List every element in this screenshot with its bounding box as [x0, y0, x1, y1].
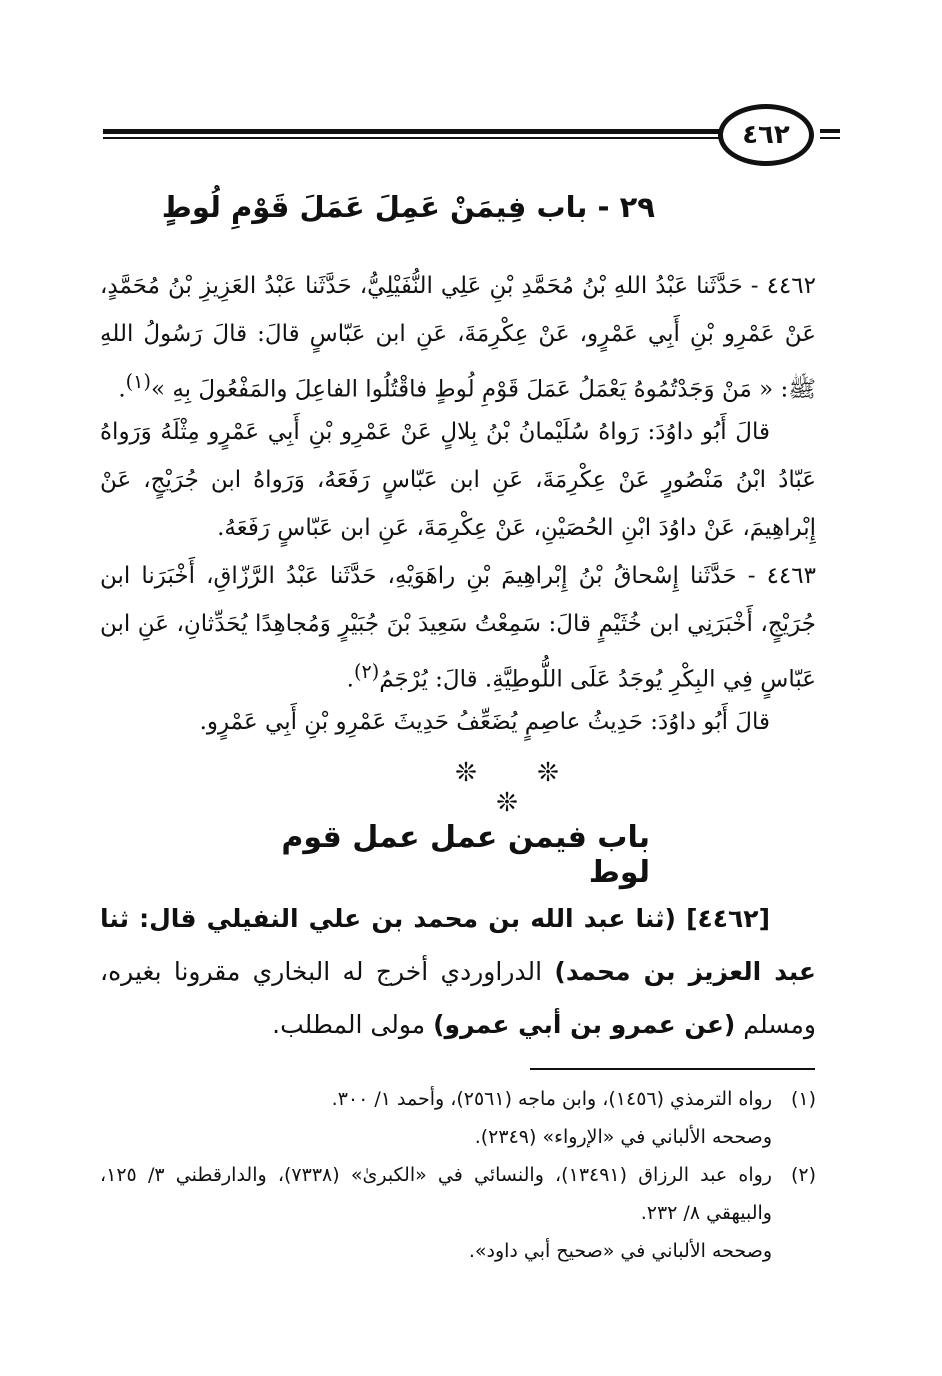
header-rule-thin [103, 137, 723, 139]
footnote-rule [530, 1068, 815, 1070]
hadith-4463-text: ٤٤٦٣ - حَدَّثَنا إِسْحاقُ بْنُ إِبْراهِيمَ بْنِ راهَوَيْهِ، حَدَّثَنا عَبْدُ الرَّزّاقِ، أَخْبَرَنا ابن جُرَيْجٍ، أَخْبَرَنِي ابن خُثَيْمٍ قالَ: سَمِعْتُ سَعِيدَ بْنَ جُبَيْرٍ وَمُجاهِدًا يُحَدِّثانِ، عَنِ ابن عَبّاسٍ فِي البِكْرِ يُوجَدُ عَلَى اللُّوطِيَّةِ. قالَ: يُرْجَمُ [100, 563, 816, 693]
commentary-title: باب فيمن عمل عمل قوم لوط [281, 820, 650, 890]
hadith-4462-text: ٤٤٦٢ - حَدَّثَنا عَبْدُ اللهِ بْنُ مُحَمَّدِ بْنِ عَلِي النُّفَيْلِيُّ، حَدَّثَنا عَبْدُ العَزِيزِ بْنُ مُحَمَّدٍ، عَنْ عَمْرِو بْنِ أَبِي عَمْرٍو، عَنْ عِكْرِمَةَ، عَنِ ابن عَبّاسٍ قالَ: قالَ رَسُولُ اللهِ ﷺ: « مَنْ وَجَدْتُمُوهُ يَعْمَلُ عَمَلَ قَوْمِ لُوطٍ فاقْتُلُوا الفاعِلَ والمَفْعُولَ بِهِ » [100, 273, 816, 403]
page-number: ٤٦٢ [718, 104, 814, 166]
footnotes [100, 1080, 816, 1270]
hadith-4463: ٤٤٦٣ - حَدَّثَنا إِسْحاقُ بْنُ إِبْراهِيمَ بْنِ راهَوَيْهِ، حَدَّثَنا عَبْدُ الرَّزّاقِ، أَخْبَرَنا ابن جُرَيْجٍ، أَخْبَرَنِي ابن خُثَيْمٍ قالَ: سَمِعْتُ سَعِيدَ بْنَ جُبَيْرٍ وَمُجاهِدًا يُحَدِّثانِ، عَنِ ابن عَبّاسٍ فِي البِكْرِ يُوجَدُ عَلَى اللُّوطِيَّةِ. قالَ: يُرْجَمُ$^{(٢)}$. [100, 563, 816, 693]
hadith-4462: ٤٤٦٢ - حَدَّثَنا عَبْدُ اللهِ بْنُ مُحَمَّدِ بْنِ عَلِي النُّفَيْلِيُّ، حَدَّثَنا عَبْدُ العَزِيزِ بْنُ مُحَمَّدٍ، عَنْ عَمْرِو بْنِ أَبِي عَمْرٍو، عَنْ عِكْرِمَةَ، عَنِ ابن عَبّاسٍ قالَ: قالَ رَسُولُ اللهِ ﷺ: « مَنْ وَجَدْتُمُوهُ يَعْمَلُ عَمَلَ قَوْمِ لُوطٍ فاقْتُلُوا الفاعِلَ والمَفْعُولَ بِهِ »$^{(١)}$. [100, 273, 816, 403]
footnote-2-line-1: رواه عبد الرزاق (١٣٤٩١)، والنسائي في «الكبرىٰ» (٧٣٣٨)، والدارقطني ٣/ ١٢٥، والبيهقي ٨/ ٢٣٢. [100, 1164, 772, 1224]
commentary-plain-1: الدراوردي أخرج له البخاري مقرونا بغيره، ومسلم [100, 957, 816, 1039]
footnote-1-line-2: وصححه الألباني في «الإرواء» (٢٣٤٩). [474, 1126, 772, 1148]
commentary-bold-2: (عن عمرو بن أبي عمرو) [433, 1010, 736, 1039]
abu-dawud-comment-1 [100, 408, 816, 552]
footnote-1 [100, 1080, 816, 1156]
footnote-ref-2: (٢) [353, 660, 380, 683]
header-rule-thick [103, 129, 723, 134]
chapter-title: ٢٩ - باب فِيمَنْ عَمِلَ عَمَلَ قَوْمِ لُوطٍ [161, 190, 655, 224]
commentary-bold-1: [٤٤٦٢] (ثنا عبد الله بن محمد بن علي النفيلي قال: ثنا عبد العزيز بن محمد) [100, 904, 816, 986]
footnote-1-number: (١) [790, 1088, 816, 1110]
footnote-2 [100, 1156, 816, 1270]
section-separator: ❊ ❊ ❊ [455, 758, 585, 818]
footnote-1-line-1: رواه الترمذي (١٤٥٦)، وابن ماجه (٢٥٦١)، وأحمد ١/ ٣٠٠. [331, 1088, 772, 1110]
abu-dawud-comment-1-text: قالَ أَبُو داوُدَ: رَواهُ سُلَيْمانُ بْنُ بِلالٍ عَنْ عَمْرِو بْنِ أَبِي عَمْرٍو مِثْلَهُ وَرَواهُ عَبّادُ ابْنُ مَنْصُورٍ عَنْ عِكْرِمَةَ، عَنِ ابن عَبّاسٍ رَفَعَهُ، وَرَواهُ ابن جُرَيْجٍ، عَنْ إِبْراهِيمَ، عَنْ داوُدَ ابْنِ الحُصَيْنِ، عَنْ عِكْرِمَةَ، عَنِ ابن عَبّاسٍ رَفَعَهُ. [100, 419, 816, 541]
header-rule-right-thick [820, 129, 840, 133]
header-rule-right-thin [820, 137, 840, 139]
footnote-2-line-2: وصححه الألباني في «صحيح أبي داود». [468, 1240, 772, 1262]
footnote-2-number: (٢) [790, 1164, 816, 1186]
abu-dawud-comment-2 [100, 698, 816, 746]
commentary-paragraph [100, 892, 816, 1051]
commentary-plain-2: مولى المطلب. [272, 1010, 434, 1039]
abu-dawud-comment-2-text: قالَ أَبُو داوُدَ: حَدِيثُ عاصِمٍ يُضَعِّفُ حَدِيثَ عَمْرِو بْنِ أَبِي عَمْرٍو. [199, 709, 770, 735]
footnote-ref-1: (١) [125, 370, 151, 393]
